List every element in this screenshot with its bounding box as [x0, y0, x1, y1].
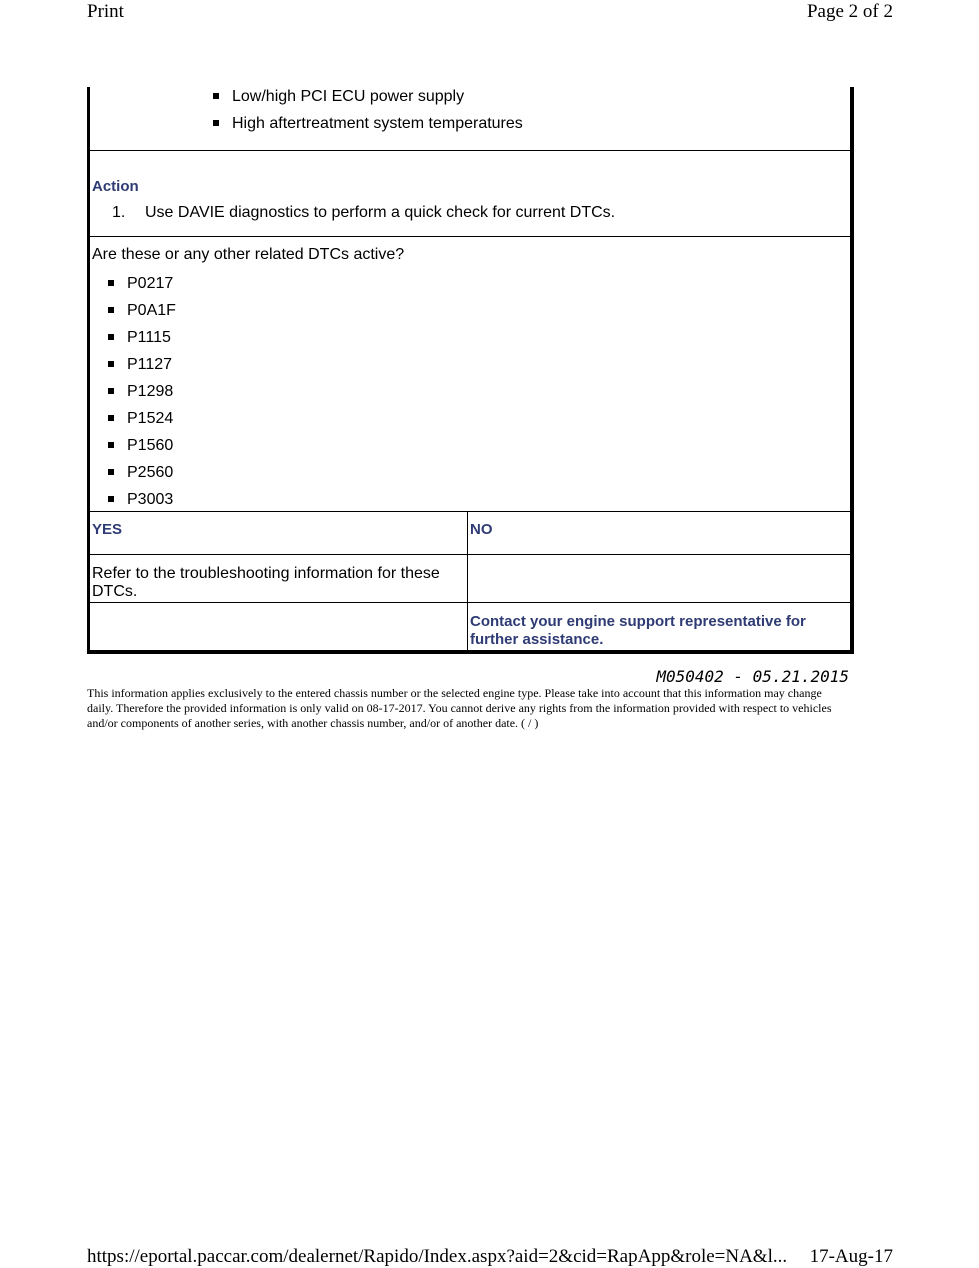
- empty-cell: [90, 603, 468, 650]
- action-step-number: 1.: [112, 204, 126, 221]
- yes-result-cell: [90, 555, 468, 602]
- dtc-item: P0217: [90, 270, 176, 297]
- document-id: M050402 - 05.21.2015: [656, 667, 849, 686]
- dtc-list: [90, 270, 176, 513]
- list-item: Low/high PCI ECU power supply: [90, 83, 523, 110]
- dtc-item: P1560: [90, 432, 176, 459]
- page-url: https://eportal.paccar.com/dealernet/Rapido/Index.aspx?aid=2&cid=RapApp&role=NA&l...: [87, 1246, 788, 1267]
- no-result-cell: [468, 603, 850, 650]
- yes-header-cell: [90, 512, 468, 554]
- action-section: [90, 151, 850, 237]
- list-item: High aftertreatment system temperatures: [90, 110, 523, 137]
- question-text: Are these or any other related DTCs active?: [92, 246, 405, 263]
- no-result-row: [90, 603, 850, 650]
- page-number: Page 2 of 2: [806, 1, 893, 22]
- yes-label: YES: [92, 521, 123, 538]
- action-step-text: Use DAVIE diagnostics to perform a quick check for current DTCs.: [145, 204, 616, 221]
- yes-result-text: Refer to the troubleshooting information for these DTCs.: [92, 565, 440, 600]
- dtc-item: P1524: [90, 405, 176, 432]
- troubleshooting-table: [87, 87, 854, 654]
- empty-cell: [468, 555, 850, 602]
- dtc-item: P1298: [90, 378, 176, 405]
- question-section: [90, 237, 850, 512]
- conditions-section: [90, 87, 850, 151]
- yes-no-header-row: [90, 512, 850, 555]
- no-header-cell: [468, 512, 850, 554]
- dtc-item: P2560: [90, 459, 176, 486]
- conditions-list: [90, 83, 523, 137]
- dtc-item: P0A1F: [90, 297, 176, 324]
- dtc-item: P1127: [90, 351, 176, 378]
- print-header-title: Print: [87, 1, 124, 22]
- no-label: NO: [470, 521, 493, 538]
- yes-result-row: [90, 555, 850, 603]
- dtc-item: P1115: [90, 324, 176, 351]
- disclaimer-text: This information applies exclusively to the entered chassis number or the selected engine type. Please take into account that this information may change daily. Therefore the provided information is only valid on 08-17-2017. You cannot derive any rights from the information provided with respect to vehicles and/or components of another series, with another chassis number, and/or of another date. ( / ): [87, 686, 832, 730]
- dtc-item: P3003: [90, 486, 176, 513]
- action-title: Action: [92, 178, 139, 195]
- print-date: 17-Aug-17: [809, 1246, 893, 1267]
- no-result-text: Contact your engine support representative for further assistance.: [470, 613, 806, 648]
